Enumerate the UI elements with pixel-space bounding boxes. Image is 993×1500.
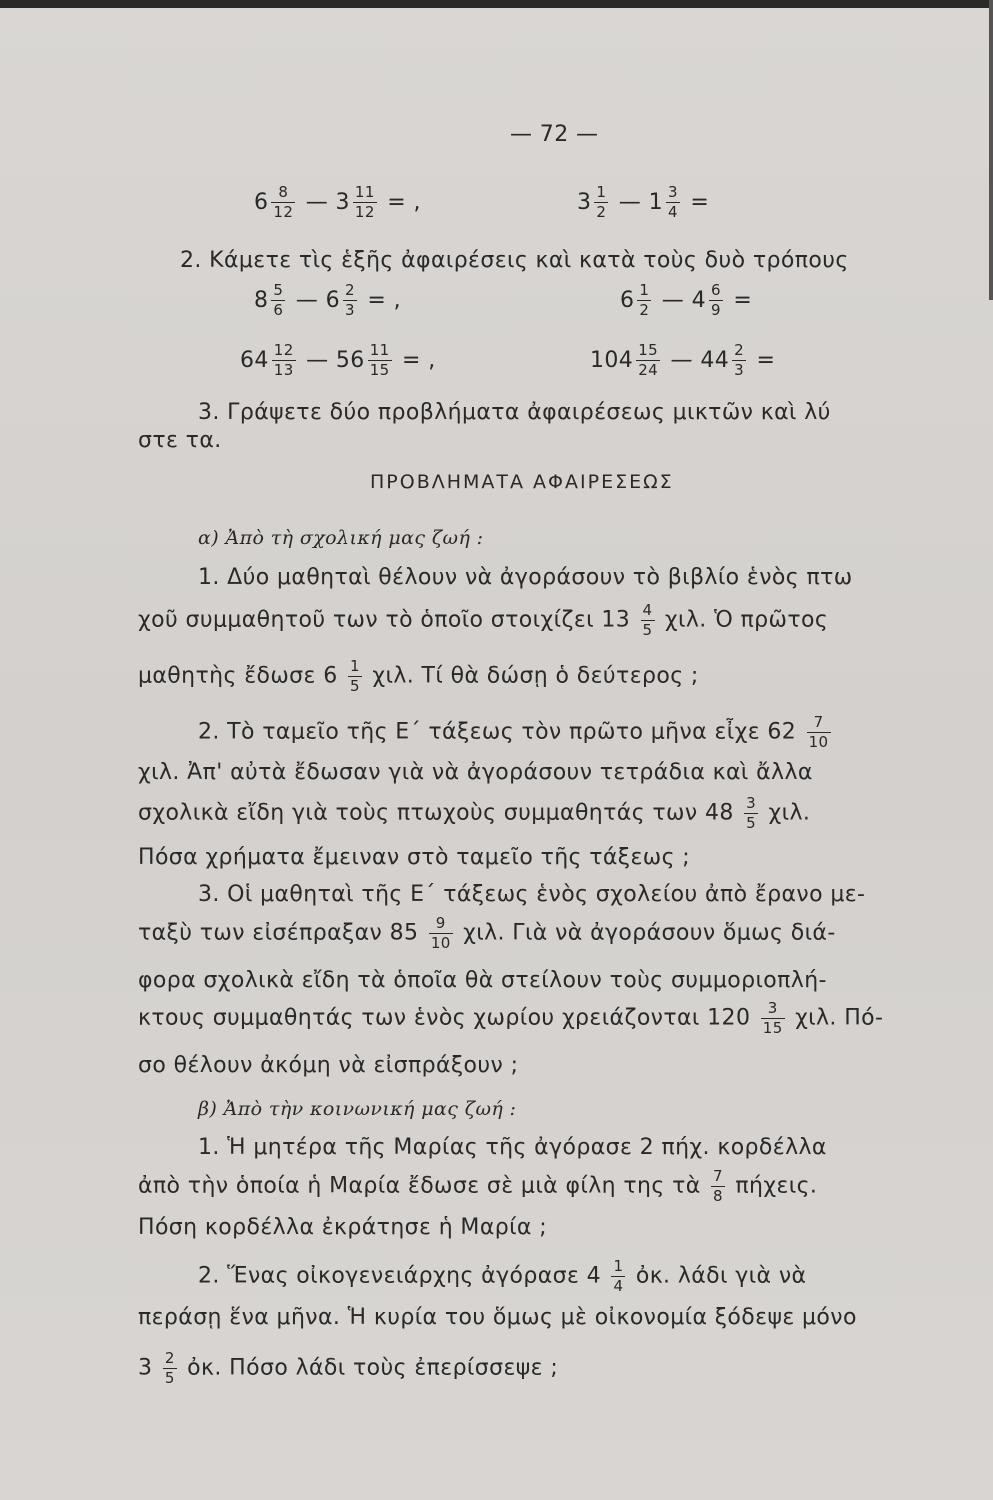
text: χιλ. Ὁ πρῶτος (664, 607, 829, 633)
page-number: — 72 — (510, 122, 599, 147)
fraction (641, 602, 655, 639)
scan-border-top (0, 0, 993, 8)
text: σχολικὰ εἴδη γιὰ τοὺς πτωχοὺς συμμαθητάς των 48 (138, 800, 734, 826)
denominator: 3 (344, 301, 355, 319)
text: ὀκ. λάδι γιὰ νὰ (635, 1263, 807, 1289)
denominator: 10 (430, 934, 451, 952)
text: χιλ. Πό- (795, 1005, 884, 1031)
fraction (636, 342, 660, 379)
whole: 3 (335, 190, 350, 215)
denominator: 13 (273, 361, 294, 379)
minus-sign: — (306, 348, 329, 373)
text: χιλ. Τί θὰ δώσῃ ὁ δεύτερος ; (372, 663, 699, 689)
scan-border-right (989, 0, 993, 300)
whole: 8 (254, 288, 269, 313)
text: πήχεις. (735, 1173, 818, 1199)
text: μαθητὴς ἔδωσε 6 (138, 663, 338, 689)
text: ταξὺ των εἰσέπραξαν 85 (138, 920, 419, 946)
exercise-3-line-1: 3. Γράψετε δύο προβλήματα ἀφαιρέσεως μικτῶν καὶ λύ (198, 400, 831, 425)
text: 2. Ἕνας οἰκογενειάρχης ἀγόρασε 4 (198, 1263, 602, 1289)
fraction (271, 282, 285, 319)
mixed-number (336, 342, 395, 379)
minus-sign: — (305, 190, 329, 215)
numerator: 3 (767, 999, 778, 1017)
text: χοῦ συμμαθητοῦ των τὸ ὁποῖο στοιχίζει 13 (138, 607, 631, 633)
fraction (594, 184, 608, 221)
fraction (272, 342, 296, 379)
denominator: 4 (613, 1277, 624, 1295)
fraction (732, 342, 746, 379)
numerator: 11 (369, 341, 390, 359)
minus-sign: — (295, 288, 319, 313)
whole: 104 (590, 348, 634, 373)
exercise-1-row (254, 184, 421, 221)
numerator: 1 (596, 183, 607, 201)
mixed-number (649, 184, 683, 221)
exercise-1-row-right (577, 184, 709, 221)
problem-2-line-4: Πόσα χρήματα ἔμειναν στὸ ταμεῖο τῆς τάξεως ; (138, 845, 691, 870)
fraction (711, 1168, 725, 1205)
fraction (637, 282, 651, 319)
text: 3 (138, 1355, 153, 1381)
mixed-number (336, 184, 380, 221)
subsection-a-title: α) Ἀπὸ τὴ σχολική μας ζωή : (198, 527, 484, 549)
numerator: 1 (350, 657, 360, 675)
numerator: 3 (746, 794, 757, 812)
text: 2. Τὸ ταμεῖο τῆς Ε΄ τάξεως τὸν πρῶτο μῆνα εἶχε 62 (198, 719, 797, 745)
social-problem-1-line-2 (138, 1168, 817, 1205)
problem-3-line-2 (138, 915, 836, 952)
fraction (348, 658, 362, 695)
equals-sign: = , (402, 348, 436, 373)
whole: 1 (648, 190, 663, 215)
fraction (761, 1000, 785, 1037)
denominator: 8 (713, 1187, 723, 1205)
minus-sign: — (618, 190, 642, 215)
text: κτους συμμαθητάς των ἑνὸς χωρίου χρειάζονται 120 (138, 1005, 751, 1031)
section-title: ΠΡΟΒΛΗΜΑΤΑ ΑΦΑΙΡΕΣΕΩΣ (370, 471, 674, 493)
minus-sign: — (661, 288, 685, 313)
numerator: 2 (344, 281, 355, 299)
mixed-number (240, 342, 299, 379)
problem-1-line-1: 1. Δύο μαθηταὶ θέλουν νὰ ἀγοράσουν τὸ βιβλίο ἑνὸς πτω (198, 565, 853, 590)
problem-2-line-2: χιλ. Ἀπ' αὐτὰ ἔδωσαν γιὰ νὰ ἀγοράσουν τετράδια καὶ ἄλλα (138, 760, 813, 785)
fraction (666, 184, 680, 221)
minus-sign: — (670, 348, 693, 373)
numerator: 9 (435, 914, 446, 932)
mixed-number (577, 184, 611, 221)
denominator: 12 (354, 203, 375, 221)
exercise-2-row-1-right (620, 282, 752, 319)
denominator: 9 (710, 301, 721, 319)
text: χιλ. Γιὰ νὰ ἀγοράσουν ὅμως διά- (463, 920, 836, 946)
numerator: 3 (667, 183, 678, 201)
mixed-number (700, 342, 749, 379)
exercise-2-row-2-right (590, 342, 775, 379)
numerator: 2 (164, 1349, 175, 1367)
fraction (343, 282, 357, 319)
equals-sign: = (690, 190, 710, 215)
numerator: 15 (638, 341, 659, 359)
subsection-b-title: β) Ἀπὸ τὴν κοινωνική μας ζωή : (198, 1098, 517, 1120)
text: ὀκ. Πόσο λάδι τοὺς ἐπερίσσεψε ; (187, 1355, 559, 1381)
text: χιλ. (768, 800, 811, 826)
social-problem-2-line-3 (138, 1350, 558, 1387)
denominator: 5 (350, 677, 360, 695)
denominator: 15 (762, 1019, 783, 1037)
equals-sign: = (733, 288, 753, 313)
numerator: 1 (639, 281, 650, 299)
numerator: 11 (354, 183, 375, 201)
denominator: 15 (369, 361, 390, 379)
social-problem-1-line-1: 1. Ἡ μητέρα τῆς Μαρίας τῆς ἀγόρασε 2 πήχ. κορδέλλα (198, 1135, 827, 1160)
denominator: 10 (808, 733, 829, 751)
fraction (744, 795, 758, 832)
denominator: 3 (734, 361, 745, 379)
mixed-number (326, 282, 360, 319)
exercise-2-row-2 (240, 342, 436, 379)
numerator: 7 (813, 713, 824, 731)
equals-sign: = , (387, 190, 421, 215)
numerator: 2 (734, 341, 745, 359)
exercise-2-row-1 (254, 282, 401, 319)
mixed-number (620, 282, 654, 319)
numerator: 4 (642, 601, 653, 619)
denominator: 24 (638, 361, 659, 379)
equals-sign: = , (367, 288, 401, 313)
whole: 64 (240, 348, 269, 373)
problem-3-line-3: φορα σχολικὰ εἴδη τὰ ὁποῖα θὰ στείλουν τοὺς συμμοριοπλή- (138, 968, 827, 993)
equals-sign: = (756, 348, 776, 373)
text: ἀπὸ τὴν ὁποία ἡ Μαρία ἔδωσε σὲ μιὰ φίλη της τὰ (138, 1173, 701, 1199)
fraction (368, 342, 392, 379)
denominator: 4 (667, 203, 678, 221)
whole: 6 (325, 288, 340, 313)
denominator: 2 (596, 203, 607, 221)
social-problem-1-line-3: Πόση κορδέλλα ἐκράτησε ἡ Μαρία ; (138, 1215, 548, 1240)
numerator: 8 (278, 183, 289, 201)
whole: 56 (335, 348, 365, 373)
problem-3-line-5: σο θέλουν ἀκόμη νὰ εἰσπράξουν ; (138, 1053, 519, 1078)
fraction (163, 1350, 177, 1387)
fraction (611, 1258, 625, 1295)
problem-2-line-1 (198, 714, 834, 751)
mixed-number (590, 342, 663, 379)
whole: 4 (691, 288, 706, 313)
fraction (429, 915, 453, 952)
whole: 3 (577, 190, 592, 215)
social-problem-2-line-2: περάσῃ ἕνα μῆνα. Ἡ κυρία του ὅμως μὲ οἰκονομία ξόδεψε μόνο (138, 1305, 857, 1330)
mixed-number (254, 282, 288, 319)
numerator: 7 (713, 1167, 723, 1185)
numerator: 12 (273, 341, 294, 359)
numerator: 1 (613, 1257, 624, 1275)
numerator: 5 (273, 281, 284, 299)
denominator: 6 (273, 301, 284, 319)
fraction (709, 282, 723, 319)
social-problem-2-line-1 (198, 1258, 806, 1295)
problem-1-line-2 (138, 602, 828, 639)
mixed-number (692, 282, 726, 319)
numerator: 6 (710, 281, 721, 299)
denominator: 12 (273, 203, 294, 221)
exercise-3-line-2: στε τα. (138, 428, 222, 453)
whole: 6 (620, 288, 635, 313)
fraction (271, 184, 295, 221)
mixed-number (254, 184, 298, 221)
problem-3-line-1: 3. Οἱ μαθηταὶ τῆς Ε΄ τάξεως ἑνὸς σχολείου ἀπὸ ἔρανο με- (198, 882, 866, 907)
denominator: 2 (639, 301, 650, 319)
problem-2-line-3 (138, 795, 810, 832)
denominator: 5 (746, 814, 757, 832)
denominator: 5 (164, 1369, 175, 1387)
denominator: 5 (642, 621, 653, 639)
problem-3-line-4 (138, 1000, 883, 1037)
whole: 44 (700, 348, 730, 373)
fraction (353, 184, 377, 221)
exercise-2-text: 2. Κάμετε τὶς ἑξῆς ἀφαιρέσεις καὶ κατὰ τοὺς δυὸ τρόπους (180, 248, 849, 273)
whole: 6 (254, 190, 269, 215)
fraction (807, 714, 831, 751)
problem-1-line-3 (138, 658, 699, 695)
